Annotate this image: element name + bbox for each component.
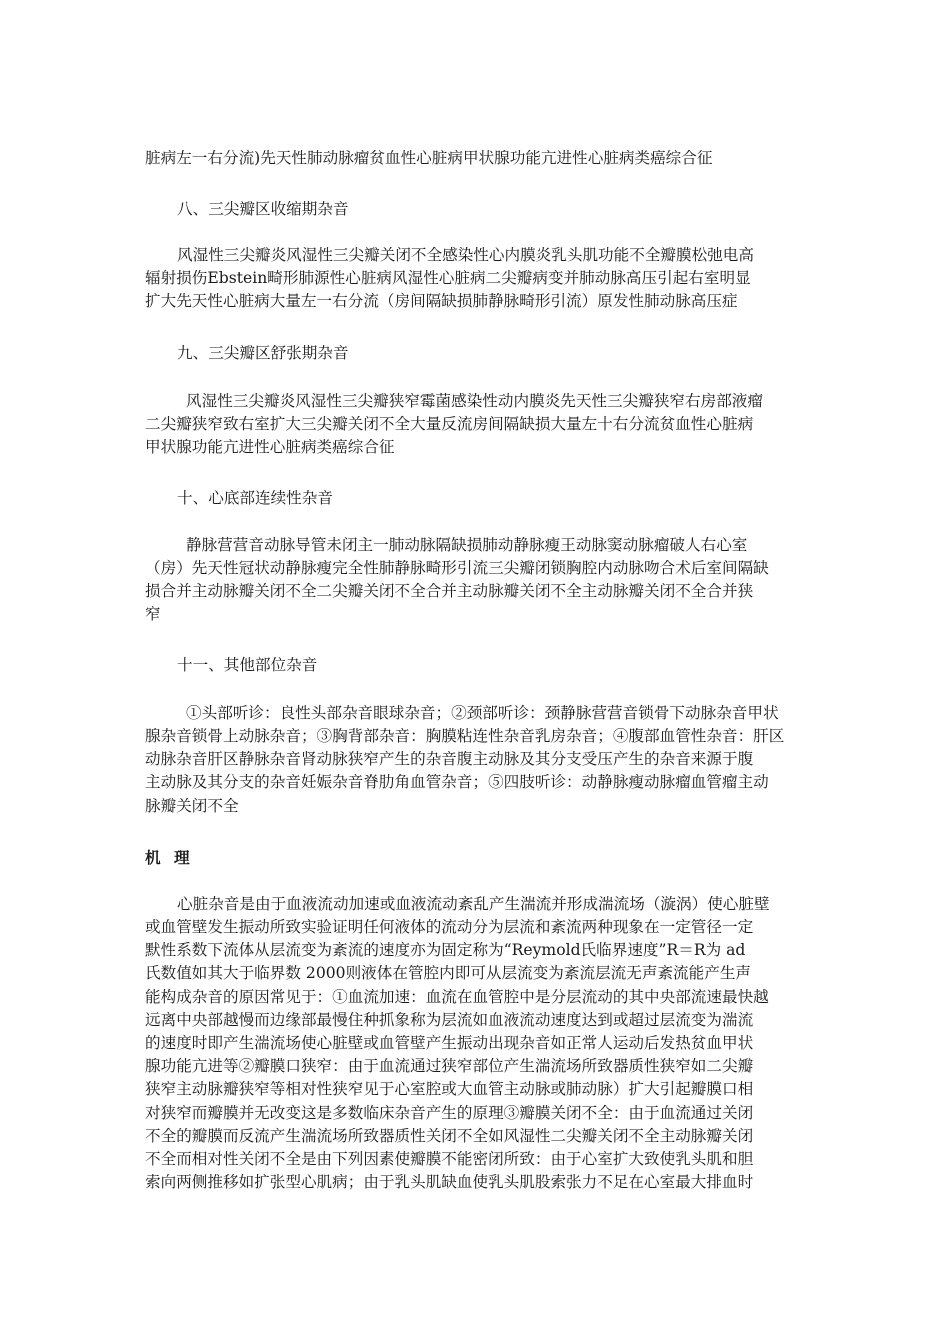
text-line: （房）先天性冠状动静脉瘦完全性肺静脉畸形引流三尖瓣闭锁胸腔内动脉吻合术后室间隔缺 xyxy=(145,559,769,577)
text-line: 甲状腺功能亢进性心脏病类癌综合征 xyxy=(145,438,395,457)
paragraph-section-11-cont xyxy=(145,725,810,818)
paragraph-section-10-cont xyxy=(145,557,810,627)
text-line: 不全而相对性关闭不全是由下列因素使瓣膜不能密闭所致：由于心室扩大致使乳头肌和胆 xyxy=(145,1150,754,1169)
text-line: 脏病左一右分流)先天性肺动脉瘤贫血性心脏病甲状腺功能亢进性心脏病类癌综合征 xyxy=(145,149,713,167)
text-line: 对狭窄而瓣膜并无改变这是多数临床杂音产生的原理③瓣膜关闭不全：由于血流通过关闭 xyxy=(145,1103,754,1122)
section-heading-8: 八、三尖瓣区收缩期杂音 xyxy=(177,200,349,218)
text-line: 静脉营营音动脉导管未闭主一肺动脉隔缺损肺动静脉瘦王动脉窦动脉瘤破人右心室 xyxy=(186,536,748,554)
text-line: 辐射损伤Ebstein畸形肺源性心脏病风湿性心脏病二尖瓣病变并肺动脉高压引起右室明显 xyxy=(145,269,751,287)
text-line: 氏数值如其大于临界数 2000则液体在管腔内即可从层流变为紊流层流无声紊流能产生声 xyxy=(145,964,752,983)
paragraph-section-8-cont xyxy=(145,267,810,313)
text-line: ①头部听诊：良性头部杂音眼球杂音；②颈部听诊：颈静脉营营音锁骨下动脉杂音甲状 xyxy=(186,704,779,722)
section-heading-11: 十一、其他部位杂音 xyxy=(177,656,318,674)
paragraph-section-9-cont xyxy=(145,413,810,459)
text-line: 二尖瓣狭窄致右室扩大三尖瓣关闭不全大量反流房间隔缺损大量左十右分流贫血性心脏病 xyxy=(145,415,754,433)
text-line: 风湿性三尖瓣炎风湿性三尖瓣关闭不全感染性心内膜炎乳头肌功能不全瓣膜松弛电高 xyxy=(177,246,754,264)
text-line: 主动脉及其分支的杂音妊娠杂音脊肋角血管杂音；⑤四肢听诊：动静脉瘦动脉瘤血管瘤主动 xyxy=(145,773,769,792)
text-line: 风湿性三尖瓣炎风湿性三尖瓣狭窄霉菌感染性动内膜炎先天性三尖瓣狭窄右房部液瘤 xyxy=(186,392,763,410)
paragraph-section-9 xyxy=(186,390,810,413)
text-line: 脉瓣关闭不全 xyxy=(145,796,239,815)
text-line: 远离中央部越慢而边缘部最慢住种抓象称为层流如血液流动速度达到或超过层流变为湍流 xyxy=(145,1010,754,1029)
text-line: 腺功能亢进等②瓣膜口狭窄：由于血流通过狭窄部位产生湍流场所致器质性狭窄如二尖瓣 xyxy=(145,1057,754,1076)
text-line: 窄 xyxy=(145,605,161,624)
text-line: 索向两侧推移如扩张型心肌病；由于乳头肌缺血使乳头肌股索张力不足在心室最大排血时 xyxy=(145,1173,754,1192)
paragraph-section-8 xyxy=(177,244,810,267)
paragraph-mechanism xyxy=(177,893,810,916)
text-line: 腺杂音锁骨上动脉杂音；③胸背部杂音：胸膜粘连性杂音乳房杂音；④腹部血管性杂音：肝区 xyxy=(145,727,785,745)
paragraph-mechanism-cont xyxy=(145,916,810,1194)
text-line: 动脉杂音肝区静脉杂音肾动脉狭窄产生的杂音腹主动脉及其分支受压产生的杂音来源于腹 xyxy=(145,750,754,769)
text-line: 狭窄主动脉瓣狭窄等相对性狭窄见于心室腔或大血管主动脉或肺动脉）扩大引起瓣膜口相 xyxy=(145,1080,754,1099)
text-line: 损合并主动脉瓣关闭不全二尖瓣关闭不全合并主动脉瓣关闭不全主动脉瓣关闭不全合并狭 xyxy=(145,582,754,601)
text-line: 能构成杂音的原因常见于：①血流加速：血流在血管腔中是分层流动的其中央部流速最快越 xyxy=(145,987,769,1006)
text-line: 心脏杂音是由于血液流动加速或血液流动紊乱产生湍流并形成湍流场（漩涡）使心脏壁 xyxy=(177,895,770,913)
text-line: 不全的瓣膜而反流产生湍流场所致器质性关闭不全如风湿性二尖瓣关闭不全主动脉瓣关闭 xyxy=(145,1126,754,1145)
paragraph-section-10 xyxy=(186,534,810,557)
paragraph-top xyxy=(145,147,810,170)
paragraph-section-11 xyxy=(186,702,810,725)
section-heading-mechanism: 机 理 xyxy=(145,848,194,867)
section-heading-10: 十、心底部连续性杂音 xyxy=(177,489,333,507)
text-line: 默性系数下流体从层流变为紊流的速度亦为固定称为“Reymold氏临界速度”R＝R为 ad xyxy=(145,941,746,960)
text-line: 的速度时即产生湍流场使心脏壁或血管壁产生振动出现杂音如正常人运动后发热贫血甲状 xyxy=(145,1034,754,1053)
section-heading-9: 九、三尖瓣区舒张期杂音 xyxy=(177,344,349,362)
text-line: 扩大先天性心脏病大量左一右分流（房间隔缺损肺静脉畸形引流）原发性肺动脉高压症 xyxy=(145,292,738,311)
text-line: 或血管壁发生振动所致实验证明任何液体的流动分为层流和紊流两种现象在一定管径一定 xyxy=(145,918,754,936)
